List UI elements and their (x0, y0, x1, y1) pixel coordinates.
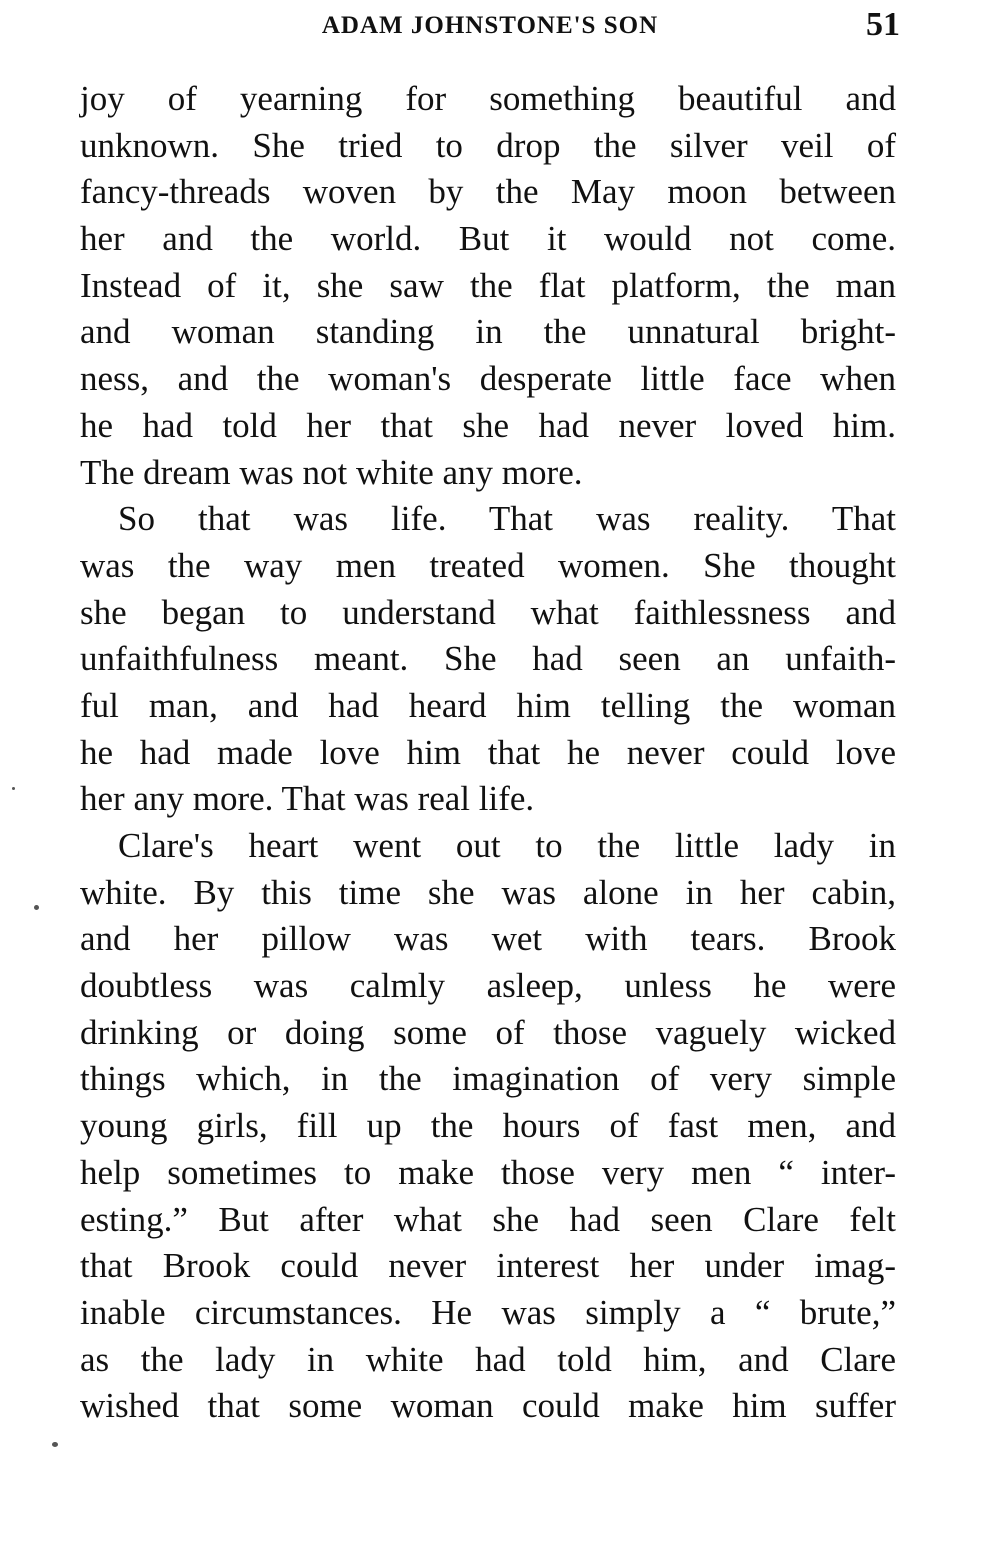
text-line: doubtless was calmly asleep, unless he were (80, 966, 896, 1006)
text-line: inable circumstances. He was simply a “ brute,” (80, 1292, 896, 1332)
text-line: ful man, and had heard him telling the woman (80, 685, 896, 725)
text-line: wished that some woman could make him suffer (80, 1386, 896, 1426)
text-line: things which, in the imagination of very simple (80, 1059, 896, 1099)
text-line: he had made love him that he never could love (80, 732, 896, 772)
text-line: fancy-threads woven by the May moon between (80, 172, 896, 212)
text-line: her any more. That was real life. (80, 779, 535, 819)
text-line: Instead of it, she saw the flat platform, the man (80, 265, 896, 305)
running-title: ADAM JOHNSTONE'S SON (321, 12, 659, 39)
text-line: unknown. She tried to drop the silver veil of (80, 125, 896, 165)
text-line: and woman standing in the unnatural bright- (80, 312, 896, 352)
text-line: that Brook could never interest her under imag- (80, 1246, 896, 1286)
page-number: 51 (866, 6, 900, 43)
text-line: esting.” But after what she had seen Clare felt (80, 1199, 896, 1239)
text-line: The dream was not white any more. (80, 452, 583, 492)
text-line: young girls, fill up the hours of fast men, and (80, 1106, 896, 1146)
text-line: ness, and the woman's desperate little face when (80, 359, 896, 399)
text-line: and her pillow was wet with tears. Brook (80, 919, 896, 959)
text-line: drinking or doing some of those vaguely wicked (80, 1012, 896, 1052)
print-speck (34, 905, 39, 910)
text-line: as the lady in white had told him, and Clare (80, 1339, 896, 1379)
text-line: So that was life. That was reality. That (118, 499, 896, 539)
text-line: joy of yearning for something beautiful and (80, 79, 896, 118)
text-line: was the way men treated women. She thought (80, 545, 896, 585)
text-line: unfaithfulness meant. She had seen an unfaith- (80, 639, 896, 679)
print-speck (52, 1442, 58, 1447)
running-head (80, 6, 900, 50)
text-line: help sometimes to make those very men “ inter- (80, 1152, 896, 1192)
text-line: he had told her that she had never loved him. (80, 405, 896, 445)
body-text (80, 76, 896, 1430)
text-line: she began to understand what faithlessness and (80, 592, 896, 632)
text-line: her and the world. But it would not come. (80, 219, 896, 259)
text-line: Clare's heart went out to the little lady in (118, 826, 896, 865)
print-speck (12, 787, 15, 790)
text-line: white. By this time she was alone in her cabin, (80, 872, 896, 912)
